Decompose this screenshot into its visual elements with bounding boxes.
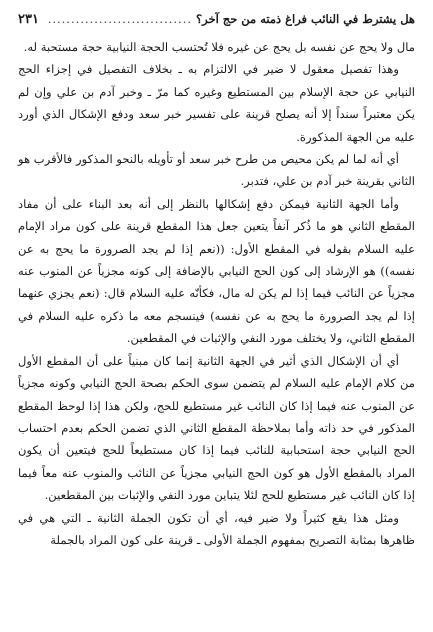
paragraph: أي أن الإشكال الذي أثير في الجهة الثانية إنما كان مبنياً على أن المقطع الأول من كلام الإمام عليه السلام لم يتضمن سوى الحكم بصحة الحج النيابي وكونه مجزياً عن المنوب عنه فيما إذا كان النائب غير مستطيع للحج، ولكن هذا إذا لوحظ المقطع المذكور في حد ذاته وأما بملاحظة المقطع الثاني الذي تضمن الحكم بعدم احتساب الحج النيابي حجة استحبابية للنائب فيما إذا كان مستطيعاً للحج فيتعين أن يكون المراد بالمقطع الأول هو كون الحج النيابي مجزياً عن النائب والمنوب عنه معاً فيما إذا كان النائب غير مستطيع للحج لئلا يتباين مورد النفي والإثبات بين المقطعين.	[18, 353, 415, 503]
header-dot-leader: ...............................	[47, 12, 193, 26]
paragraph: وهذا تفصيل معقول لا ضير في الالتزام به ـ بخلاف التفصيل في إجزاء الحج النيابي عن حجة الإسلام بين المستطيع وغيره كما مرّ ـ وخبر آدم بن علي وإن لم يكن معتبراً سنداً إلا أنه يصلح قرينة على تفسير خبر سعد ودفع الإشكال الذي أورد عليه من الجهة المذكورة.	[18, 62, 415, 144]
paragraph: ومثل هذا يقع كثيراً ولا ضير فيه، أي أن تكون الجملة الثانية ـ التي هي في ظاهرها بمثابة التصريح بمفهوم الجملة الأولى ـ قرينة على كون المراد بالجملة	[18, 510, 415, 547]
running-title: هل يشترط في النائب فراغ ذمته من حج آخر؟	[196, 12, 415, 26]
page-number: ٢٣١	[18, 12, 39, 27]
running-header	[18, 10, 415, 30]
paragraph: مال ولا يحج عن نفسه بل يحج عن غيره فلا تُحتسب الحجة النيابية حجة مستحبة له.	[23, 40, 415, 54]
paragraph: أي أنه لما لم يكن محيص من طرح خبر سعد أو تأويله بالنحو المذكور فالأقرب هو الثاني بقرينة خبر آدم بن علي، فتدبر.	[18, 152, 415, 189]
paragraph: وأما الجهة الثانية فيمكن دفع إشكالها بالنظر إلى أنه بعد البناء على أن مفاد المقطع الثاني هو ما ذُكر آنفاً يتعين جعل هذا المقطع قرينة على كون مراد الإمام عليه السلام بقوله في المقطع الأول: ((نعم إذا لم يجد الصرورة ما يحج به عن نفسه)) هو الإرشاد إلى كون الحج النيابي بالإضافة إلى كونه مجزياً عن المنوب عنه مجزياً عن النائب فيما إذا لم يكن له مال، فكأنّه عليه السلام قال: (نعم يجزي عنهما إذا لم يجد الصرورة ما يحج به عن نفسه) فينسجم معه ما ذكره عليه السلام في المقطع الثاني، ولا يختلف مورد النفي والإثبات في المقطعين.	[18, 196, 415, 346]
body-text	[18, 36, 415, 551]
